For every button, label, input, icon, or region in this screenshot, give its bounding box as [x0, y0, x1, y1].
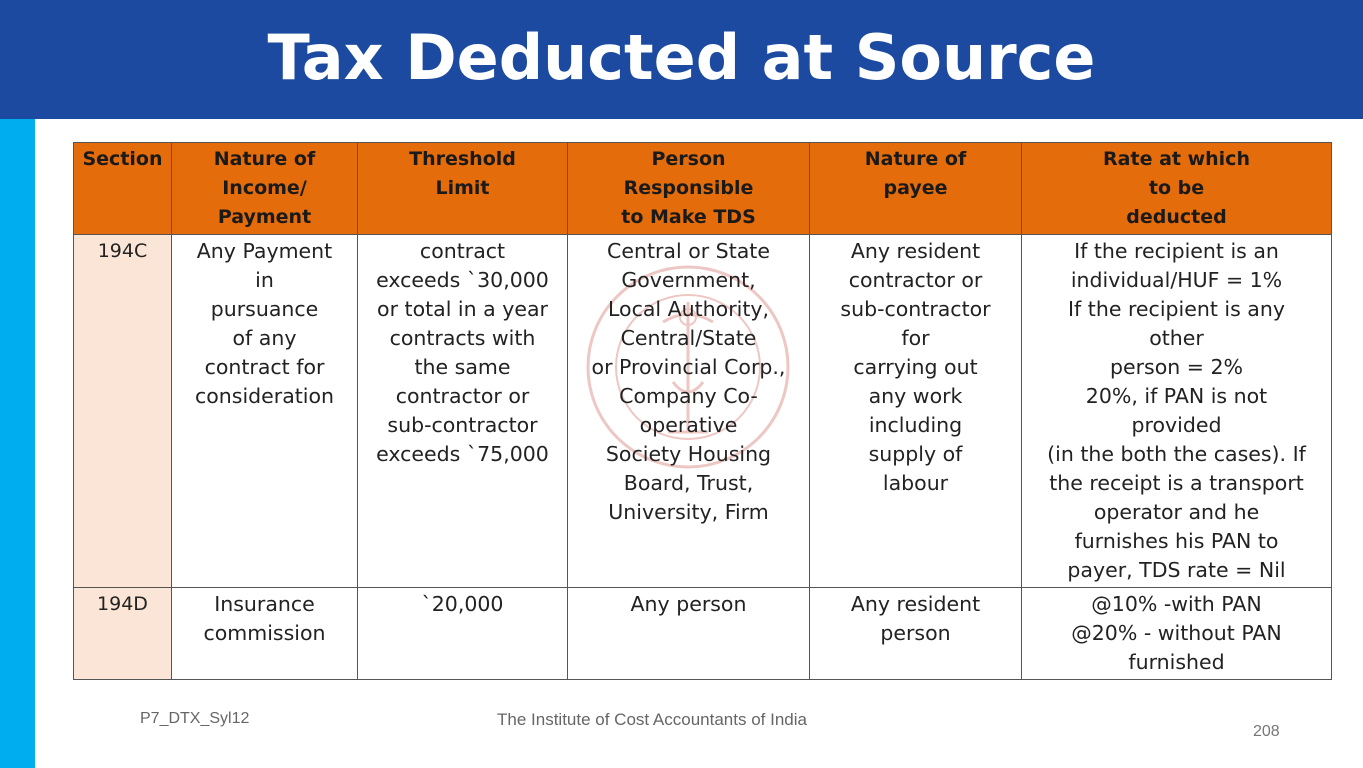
- table-row: [74, 588, 1332, 680]
- cell-person-responsible: Any person: [568, 588, 810, 680]
- slide-title: Tax Deducted at Source: [267, 21, 1096, 94]
- table-header-row: [74, 143, 1332, 235]
- cell-nature-of-payee: Any resident contractor or sub-contractor for carrying out any work including supply of labour: [810, 235, 1022, 588]
- footer-institute-name: The Institute of Cost Accountants of India: [497, 710, 807, 729]
- slide-header-bar: [0, 0, 1363, 119]
- cell-section: 194C: [74, 235, 172, 588]
- cell-rate: If the recipient is an individual/HUF = 1% If the recipient is any other person = 2% 20%, if PAN is not provided (in the both the cases). If the receipt is a transport operator and he furnishes his PAN to payer, TDS rate = Nil: [1022, 235, 1332, 588]
- table-row: [74, 235, 1332, 588]
- cell-nature-of-income: Insurance commission: [172, 588, 358, 680]
- cell-threshold-limit: `20,000: [358, 588, 568, 680]
- cell-nature-of-income: Any Payment in pursuance of any contract for consideration: [172, 235, 358, 588]
- cell-section: 194D: [74, 588, 172, 680]
- header-person-responsible: Person Responsible to Make TDS: [568, 143, 810, 235]
- header-nature-of-income: Nature of Income/ Payment: [172, 143, 358, 235]
- header-threshold-limit: Threshold Limit: [358, 143, 568, 235]
- cell-nature-of-payee: Any resident person: [810, 588, 1022, 680]
- tds-table: [73, 142, 1332, 680]
- cell-person-responsible: Central or State Government, Local Authority, Central/State or Provincial Corp., Company Co- operative Society Housing Board, Trust, University, Firm: [568, 235, 810, 588]
- cell-threshold-limit: contract exceeds `30,000 or total in a year contracts with the same contractor or sub-contractor exceeds `75,000: [358, 235, 568, 588]
- header-nature-of-payee: Nature of payee: [810, 143, 1022, 235]
- header-section: Section: [74, 143, 172, 235]
- left-accent-bar: [0, 119, 35, 768]
- header-rate: Rate at which to be deducted: [1022, 143, 1332, 235]
- page-number: 208: [1253, 723, 1280, 740]
- cell-rate: @10% -with PAN @20% - without PAN furnished: [1022, 588, 1332, 680]
- footer-course-code: P7_DTX_Syl12: [140, 710, 250, 727]
